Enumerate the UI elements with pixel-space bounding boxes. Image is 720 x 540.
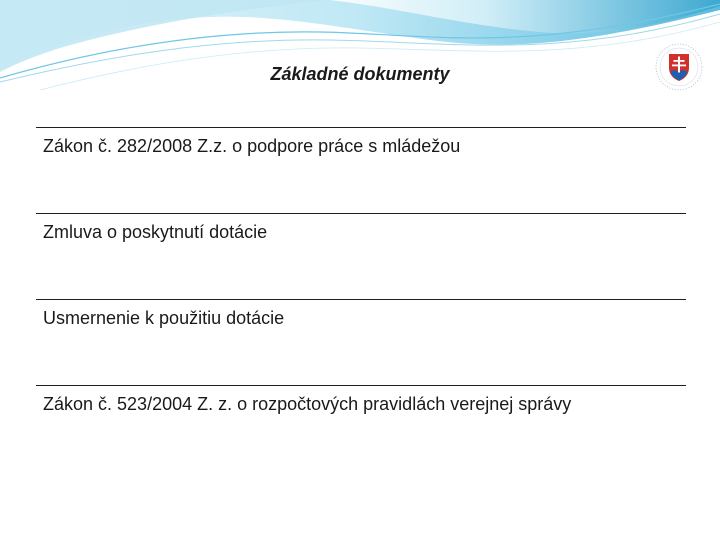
document-label[interactable]: Zákon č. 523/2004 Z. z. o rozpočtových pravidlách verejnej správy (43, 394, 572, 414)
list-item[interactable] (36, 213, 686, 299)
list-item[interactable] (36, 385, 686, 471)
list-item[interactable] (36, 127, 686, 213)
page-title: Základné dokumenty (270, 64, 450, 84)
document-label[interactable]: Usmernenie k použitiu dotácie (43, 308, 285, 328)
document-label[interactable]: Zákon č. 282/2008 Z.z. o podpore práce s mládežou (43, 136, 461, 156)
list-item[interactable] (36, 299, 686, 385)
document-list (36, 127, 686, 471)
document-label[interactable]: Zmluva o poskytnutí dotácie (43, 222, 268, 242)
